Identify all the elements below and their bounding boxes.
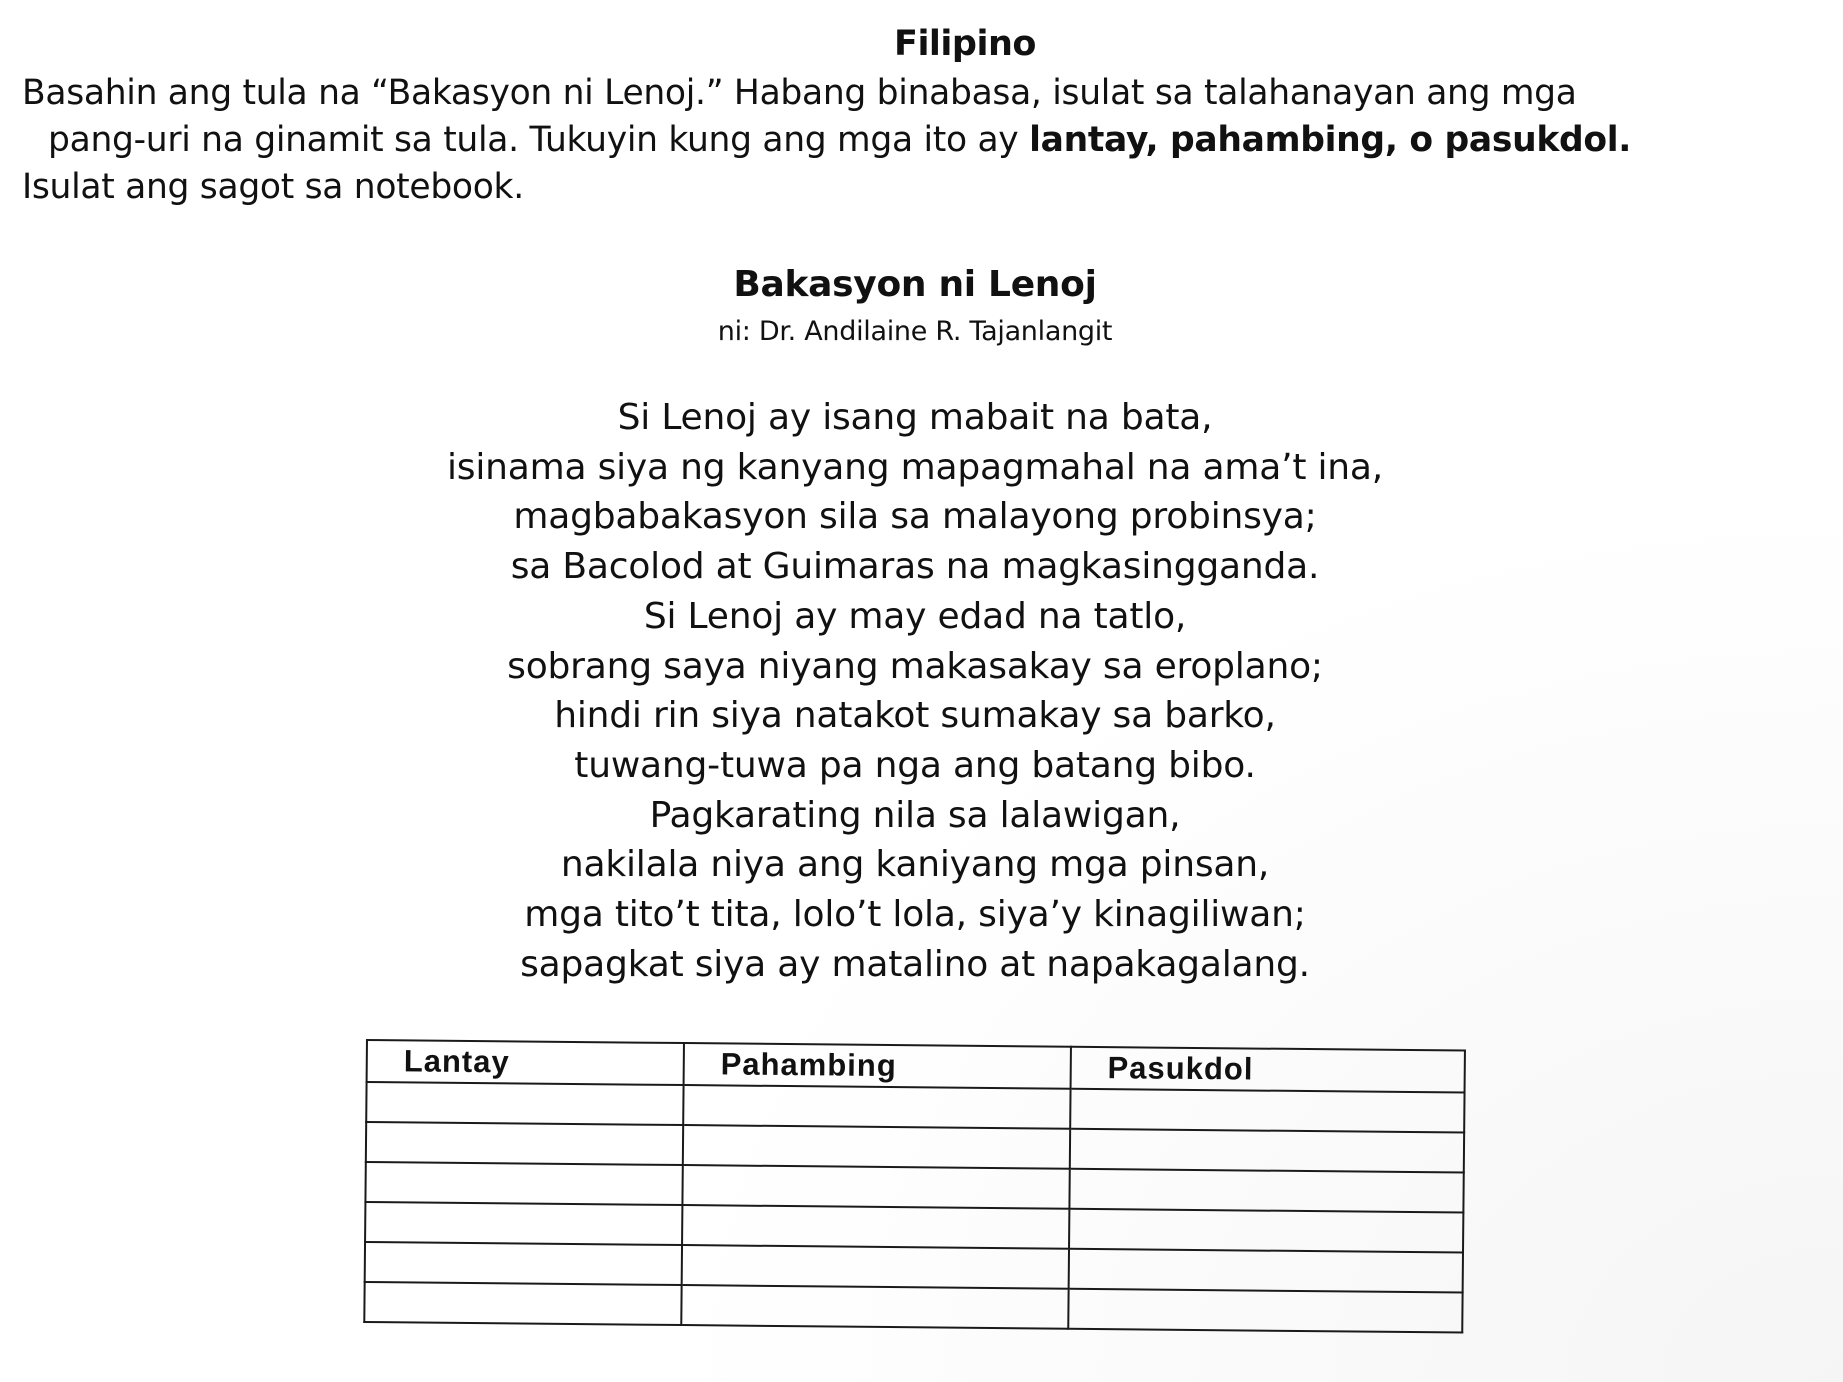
table-cell	[366, 1122, 683, 1165]
table-cell	[683, 1085, 1070, 1129]
table-cell	[365, 1162, 682, 1205]
poem-title: Bakasyon ni Lenoj	[733, 264, 1097, 305]
column-header-lantay: Lantay	[367, 1040, 684, 1085]
table-cell	[683, 1125, 1070, 1169]
table-cell	[1069, 1209, 1464, 1253]
poem-line: nakilala niya ang kaniyang mga pinsan,	[560, 844, 1270, 886]
table-cell	[1069, 1169, 1464, 1213]
poem-line: isinama siya ng kanyang mapagmahal na ama’t ina,	[446, 446, 1384, 488]
table-cell	[1070, 1129, 1465, 1173]
instructions-line-2	[22, 117, 1832, 164]
poem-line: Si Lenoj ay may edad na tatlo,	[643, 595, 1187, 637]
table-cell	[682, 1205, 1069, 1249]
table-cell	[1068, 1289, 1463, 1333]
poem-line: Si Lenoj ay isang mabait na bata,	[617, 397, 1213, 438]
table-cell	[365, 1202, 682, 1245]
poem-line: magbabakasyon sila sa malayong probinsya;	[513, 496, 1317, 538]
answer-table	[363, 1039, 1466, 1334]
table-cell	[682, 1165, 1069, 1209]
poem-line: sapagkat siya ay matalino at napakagalang.	[520, 943, 1310, 985]
table-cell	[1068, 1249, 1463, 1293]
subject-heading: Filipino	[894, 24, 1036, 64]
poem-author: ni: Dr. Andilaine R. Tajanlangit	[717, 316, 1113, 347]
instructions-line-3: Isulat ang sagot sa notebook.	[22, 167, 524, 207]
table-cell	[365, 1242, 682, 1285]
poem-line: Pagkarating nila sa lalawigan,	[649, 794, 1181, 836]
table-cell	[1070, 1089, 1465, 1133]
column-header-pahambing: Pahambing	[683, 1043, 1070, 1089]
instructions-line-2-text: pang-uri na ginamit sa tula. Tukuyin kung ang mga ito ay	[48, 120, 1030, 160]
instructions-line-1: Basahin ang tula na “Bakasyon ni Lenoj.” Habang binabasa, isulat sa talahanayan ang mga	[22, 73, 1577, 113]
table-cell	[682, 1245, 1069, 1289]
table-cell	[364, 1282, 681, 1325]
poem-line: hindi rin siya natakot sumakay sa barko,	[554, 695, 1276, 737]
column-header-pasukdol: Pasukdol	[1070, 1047, 1465, 1093]
poem-line: sa Bacolod at Guimaras na magkasingganda.	[510, 546, 1320, 588]
poem-line: tuwang-tuwa pa nga ang batang bibo.	[574, 744, 1256, 786]
poem-body	[0, 393, 1830, 989]
poem-line: sobrang saya niyang makasakay sa eroplano;	[507, 645, 1323, 687]
adjective-degrees-emphasis: lantay, pahambing, o pasukdol.	[1029, 120, 1632, 160]
poem-line: mga tito’t tita, lolo’t lola, siya’y kinagiliwan;	[524, 894, 1306, 936]
instructions	[22, 70, 1832, 211]
table-cell	[681, 1285, 1068, 1329]
table-cell	[366, 1082, 683, 1125]
